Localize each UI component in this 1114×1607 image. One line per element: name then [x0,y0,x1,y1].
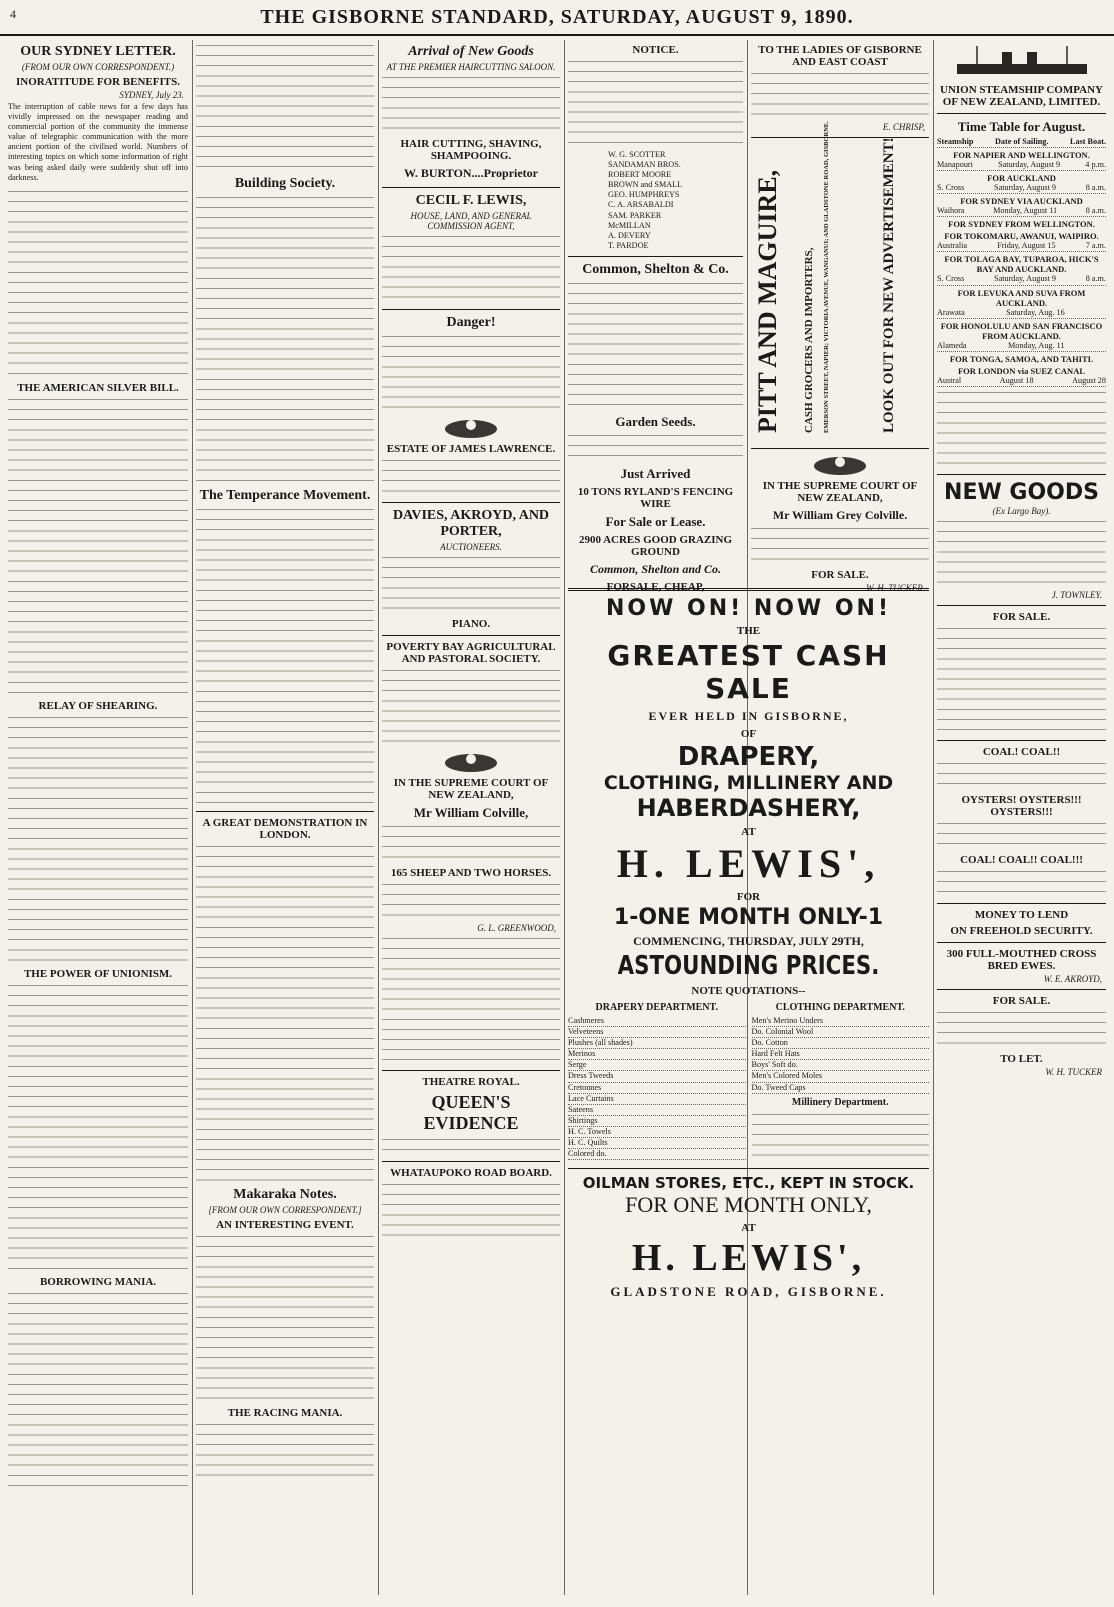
article-subtitle: [FROM OUR OWN CORRESPONDENT.] [208,1205,362,1215]
route-destination: FOR HONOLULU AND SAN FRANCISCO FROM AUCKLAND. [940,320,1103,341]
ad-title: ESTATE OF JAMES LAWRENCE. [386,443,556,455]
list-item: Shirtings [568,1116,746,1127]
route-boat: 8 a.m. [1085,183,1106,193]
list-heading: Millinery Department. [791,1096,889,1108]
ad-line: EVER HELD IN GISBORNE, [648,709,849,723]
signatory: ROBERT MOORE [608,170,672,180]
price-lists [568,999,929,1163]
ad-title: UNION STEAMSHIP COMPANY OF NEW ZEALAND, LIMITED. [940,84,1103,108]
divider [937,474,1106,475]
list-item: H. C. Towels [568,1127,746,1138]
route-destination: FOR SYDNEY VIA AUCKLAND [960,196,1083,207]
signatory: W. G. SCOTTER [608,150,666,159]
ad-line: COMMENCING, THURSDAY, JULY 29TH, [633,934,864,948]
column-5 [751,40,929,593]
divider [568,256,743,257]
ad-title: WHATAUPOKO ROAD BOARD. [390,1167,552,1179]
ad-signature: J. TOWNLEY. [1051,589,1102,600]
route-row [937,341,1106,352]
column-rule [378,40,379,1595]
list-item: Men's Colored Moles [752,1071,930,1082]
ad-title: MONEY TO LEND [974,908,1069,921]
divider [382,187,560,188]
body-text-block [196,1233,374,1403]
ad-line: 165 SHEEP AND TWO HORSES. [390,867,552,879]
route-ship: S. Cross [937,274,965,284]
ad-signature: E. CHRISP, [882,122,925,132]
body-text-block [382,1181,560,1241]
route-destination: FOR AUCKLAND [987,173,1056,184]
list-item: Lace Curtains [568,1094,746,1105]
ad-signature: W. H. TUCKER. [866,583,925,593]
signatory: SANDAMAN BROS. [608,160,681,170]
list-item: H. C. Quilts [568,1138,746,1149]
advertisement [382,193,560,303]
advertisement [382,44,560,181]
route-date: Saturday, August 9 [994,183,1057,193]
ad-title: DRAPERY, [677,742,820,772]
body-text-block [382,1136,560,1156]
route-destination: FOR SYDNEY FROM WELLINGTON. [948,219,1095,230]
ad-title: DAVIES, AKROYD, AND PORTER, [392,508,550,539]
ad-signature: W. E. AKROYD, [1043,973,1102,984]
body-text-block [196,1421,374,1481]
route-boat: August 28 [1072,375,1106,385]
body-text-block [8,714,188,964]
ad-title: THEATRE ROYAL. [422,1076,520,1088]
ad-title: NOTICE. [632,44,679,56]
signatory: GEO. HUMPHREYS [608,190,680,200]
ad-line: OF [740,728,757,740]
divider [751,448,929,449]
ad-title: POVERTY BAY AGRICULTURAL AND PASTORAL SOCIETY. [386,641,556,665]
signatory: McMILLAN [608,220,651,230]
ad-title: LOOK OUT FOR NEW ADVERTISEMENT! [881,137,897,433]
masthead-title: THE GISBORNE STANDARD, SATURDAY, AUGUST 9, 1890. [260,6,854,28]
list-heading: CLOTHING DEPARTMENT. [775,1002,905,1013]
body-text-block [382,823,560,863]
route-date: Saturday, Aug. 16 [1006,307,1065,317]
ad-title: FOR SALE. [992,994,1051,1007]
body-text-block [196,506,374,806]
ad-title: QUEEN'S EVIDENCE [423,1092,519,1133]
route-date: August 18 [999,375,1034,385]
route-destination: FOR TOLAGA BAY, TUPAROA, HICK'S BAY AND AUCKLAND. [944,254,1099,275]
body-text-block [937,760,1106,790]
route-boat: 4 p.m. [1085,160,1106,170]
ad-title: Mr William Grey Colville. [772,508,908,522]
timetable-routes [937,150,1106,387]
page-number: 4 [10,7,16,21]
route-destination: FOR TOKOMARU, AWANUI, WAIPIRO. [944,231,1099,242]
column-2 [196,40,374,1595]
timetable-title: Time Table for August. [957,119,1086,134]
route-date: Monday, August 11 [993,206,1058,216]
ad-line: 2900 ACRES GOOD GRAZING GROUND [578,533,733,558]
divider [937,942,1106,943]
route-ship: Manapouri [937,160,973,170]
drapery-list [568,999,746,1163]
signatory: T. PARDOE [608,240,649,250]
ad-line: THE [736,625,761,637]
column-1 [8,40,191,1595]
lewis-sale-ad [568,580,929,1593]
ad-line: GLADSTONE ROAD, GISBORNE. [610,1283,887,1299]
ad-title: OYSTERS! OYSTERS!!! OYSTERS!!! [961,793,1082,818]
divider [937,740,1106,741]
list-item: Hard Felt Hats [752,1049,930,1060]
body-text-block [937,389,1106,469]
column-6 [937,40,1106,1595]
ad-title: NEW GOODS [944,479,1099,505]
body-text-block [8,982,188,1272]
body-text-block [382,233,560,303]
column-3 [382,40,560,1595]
route-row [937,160,1106,171]
ad-subtitle: HOUSE, LAND, AND GENERAL COMMISSION AGENT, [410,211,532,231]
ad-line: PIANO. [451,618,491,630]
list-item: Dress Tweeds [568,1071,746,1082]
ad-signature: G. L. GREENWOOD, [477,923,556,933]
section-heading: THE AMERICAN SILVER BILL. [17,381,179,394]
route-row [937,183,1106,194]
route-date: Saturday, August 9 [998,160,1061,170]
divider [196,811,374,812]
signatory: SAM. PARKER [608,210,662,220]
steamship-icon [947,44,1097,80]
list-item: Men's Merino Unders [752,1016,930,1027]
column-rule [564,40,565,1595]
route-boat: 8 a.m. [1085,274,1106,284]
body-text-block [196,843,374,1183]
route-date: Friday, August 15 [997,241,1056,251]
clothing-list [752,999,930,1163]
list-item: Plushes (all shades) [568,1038,746,1049]
ad-title: Garden Seeds. [615,413,696,429]
body-text-block [568,432,743,462]
ad-title: H. LEWIS', [616,841,881,886]
divider [382,502,560,503]
dateline: SYDNEY, July 23. [119,90,184,100]
ad-title: For Sale or Lease. [605,513,706,529]
route-destination: FOR TONGA, SAMOA, AND TAHITI. [949,353,1094,364]
route-destination: FOR LEVUKA AND SUVA FROM AUCKLAND. [957,287,1086,308]
ad-line: AT [741,826,756,838]
section-heading: AN INTERESTING EVENT. [216,1219,354,1231]
section-heading: BORROWING MANIA. [39,1275,157,1288]
divider [937,113,1106,114]
ad-title: Mr William Colville, [413,805,529,820]
ad-line: FOR [736,891,761,903]
ad-line: AT [741,1221,756,1234]
route-ship: Australia [937,241,968,251]
ad-line: FORSALE, CHEAP, [606,580,705,593]
route-ship: Alameda [937,340,967,350]
ad-title: TO THE LADIES OF GISBORNE AND EAST COAST [758,44,922,68]
article-subtitle: (FROM OUR OWN CORRESPONDENT.) [21,62,175,72]
list-item: Cashmeres [568,1016,746,1027]
article-title: Makaraka Notes. [233,1187,337,1202]
body-text-block [568,280,743,410]
route-row [937,274,1106,285]
route-row [937,206,1106,217]
list-item: Do. Tweed Caps [752,1083,930,1094]
royal-crest-icon [812,454,868,476]
body-text-block [937,868,1106,898]
route-ship: Waihora [937,206,965,216]
body-text-block [382,74,560,134]
route-boat: 7 a.m. [1085,241,1106,251]
body-text-block [8,1290,188,1490]
ad-subtitle: CASH GROCERS AND IMPORTERS, [803,247,815,433]
list-heading: DRAPERY DEPARTMENT. [595,1002,718,1013]
list-item: Velveteens [568,1027,746,1038]
ad-title: Just Arrived [620,465,691,481]
signatory: A. DEVERY [608,230,651,240]
body-text-block [8,188,188,378]
body-text-block [751,525,929,565]
timetable-header: Steamship Date of Sailing. Last Boat. [937,137,1106,148]
column-4 [568,40,743,593]
route-date: Saturday, August 9 [994,274,1057,284]
ad-title: HABERDASHERY, [636,794,861,822]
ad-title: CECIL F. LEWIS, [415,193,527,208]
section-heading: THE RACING MANIA. [227,1407,343,1419]
ad-line: ON FREEHOLD SECURITY. [950,924,1093,937]
route-destination: FOR NAPIER AND WELLINGTON. [953,150,1090,161]
article-paragraph: The interruption of cable news for a few days has vividly impressed on the newspaper reading and commercial portion of the community the immense value of telegraphic communication with the more ancient portion of the civilised world. Numbers of interesting topics on which some information of right was being asked daily were suddenly shut off into darkness. [8,102,191,182]
ad-address: EMERSON STREET, NAPIER; VICTORIA AVENUE, WANGANUI; AND GLADSTONE ROAD, GISBORNE. [823,121,830,433]
route-ship: S. Cross [937,183,965,193]
ad-title: CLOTHING, MILLINERY AND [603,772,894,794]
ad-title: PITT AND MAGUIRE, [753,169,782,433]
divider [382,1070,560,1071]
body-text-block [382,457,560,497]
list-item: Do. Cotton [752,1038,930,1049]
section-heading: INORATITUDE FOR BENEFITS. [16,76,180,88]
route-row [937,376,1106,387]
route-date: Monday, Aug. 11 [1008,340,1065,350]
divider [751,137,929,138]
body-text-block [8,396,188,696]
ad-title: 1-ONE MONTH ONLY-1 [613,905,884,930]
ad-title: ASTOUNDING PRICES. [617,951,880,981]
body-text-block [382,667,560,747]
body-text-block [568,58,743,148]
body-text-block [382,881,560,921]
ad-line: NOTE QUOTATIONS-- [691,985,806,997]
route-ship: Austral [937,375,962,385]
divider [937,903,1106,904]
list-item: Merinos [568,1049,746,1060]
body-text-block [937,1009,1106,1049]
ad-title: COAL! COAL!! [982,745,1061,758]
ad-subtitle: (Ex Largo Bay). [992,505,1051,516]
masthead [0,0,1114,36]
list-item: Boys' Soft do. [752,1060,930,1071]
signatory-list [568,150,743,251]
column-rule [933,40,934,1595]
list-item: Sateens [568,1105,746,1116]
ad-title: COAL! COAL!! COAL!!! [960,853,1083,866]
article-title: OUR SYDNEY LETTER. [20,44,176,59]
ad-signature: W. H. TUCKER [1045,1066,1102,1077]
ad-title: FOR ONE MONTH ONLY, [625,1191,872,1217]
divider [382,635,560,636]
ad-signature: W. BURTON....Proprietor [403,166,539,180]
route-row [937,241,1106,252]
column-rule [192,40,193,1595]
divider [937,605,1106,606]
route-ship: Arawata [937,307,965,317]
ad-title: GREATEST CASH SALE [607,639,890,705]
list-item: Do. Colonial Wool [752,1027,930,1038]
body-text-block [382,935,560,1065]
ad-title: Danger! [446,315,496,330]
ad-line: 300 FULL-MOUTHED CROSS BRED EWES. [946,947,1097,972]
list-item: Cretonnes [568,1083,746,1094]
signatory: C. A. ARSABALDI [608,200,674,210]
now-on-banner: NOW ON! NOW ON! [605,596,892,621]
ad-title: TO LET. [1000,1052,1043,1065]
list-item: Serge [568,1060,746,1071]
body-text-block [751,70,929,120]
divider [937,989,1106,990]
ad-title: IN THE SUPREME COURT OF NEW ZEALAND, [393,777,549,801]
article-title: A GREAT DEMONSTRATION IN LONDON. [202,817,368,841]
route-row [937,308,1106,319]
list-item: Colored do. [568,1149,746,1160]
ad-line: HAIR CUTTING, SHAVING, SHAMPOOING. [400,138,542,162]
ad-subtitle: AT THE PREMIER HAIRCUTTING SALOON. [386,62,556,72]
ad-title: OILMAN STORES, ETC., KEPT IN STOCK. [582,1173,915,1192]
ad-line: 10 TONS RYLAND'S FENCING WIRE [577,485,734,510]
ad-title: FOR SALE. [811,569,869,581]
body-text-block [937,820,1106,850]
route-destination: FOR LONDON via SUEZ CANAL [957,365,1086,376]
ad-title: FOR SALE. [992,610,1051,623]
body-text-block [752,1111,930,1161]
route-boat: 8 a.m. [1085,206,1106,216]
divider [382,309,560,310]
divider [568,1168,929,1169]
body-text-block [196,42,374,172]
royal-crest-icon [443,417,499,439]
body-text-block [937,518,1106,588]
section-heading: RELAY OF SHEARING. [38,699,158,712]
ad-title: Common, Shelton and Co. [589,561,722,576]
ad-title: H. LEWIS', [631,1236,866,1279]
body-text-block [196,194,374,484]
divider [568,588,929,591]
ad-subtitle: AUCTIONEERS. [440,542,502,552]
ad-title: Arrival of New Goods [408,44,534,59]
signatory: BROWN and SMALL [608,180,683,190]
body-text-block [382,554,560,614]
royal-crest-icon [443,751,499,773]
divider [382,1161,560,1162]
ad-title: Common, Shelton & Co. [582,261,729,277]
body-text-block [937,625,1106,735]
article-title: Building Society. [234,176,336,191]
body-text-block [382,333,560,413]
article-title: The Temperance Movement. [199,488,371,503]
ad-title: IN THE SUPREME COURT OF NEW ZEALAND, [762,480,918,504]
section-heading: THE POWER OF UNIONISM. [23,967,173,980]
